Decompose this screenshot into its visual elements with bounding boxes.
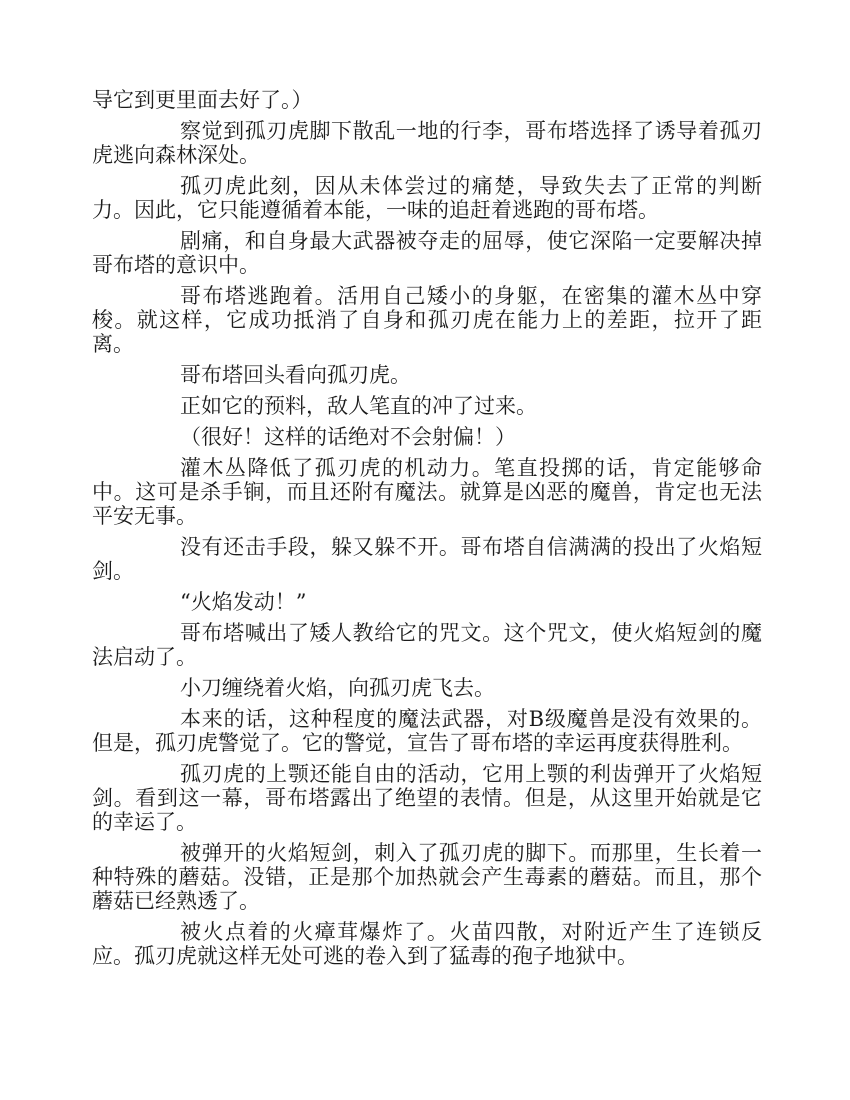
paragraph: 孤刃虎的上颚还能自由的活动，它用上颚的利齿弹开了火焰短剑。看到这一幕，哥布塔露出了绝望的表情。但是，从这里开始就是它的幸运了。 [92, 762, 762, 834]
document-body [92, 88, 762, 975]
paragraph: 哥布塔喊出了矮人教给它的咒文。这个咒文，使火焰短剑的魔法启动了。 [92, 621, 762, 669]
paragraph: 被火点着的火瘴茸爆炸了。火苗四散，对附近产生了连锁反应。孤刃虎就这样无处可逃的卷入到了猛毒的孢子地狱中。 [92, 920, 762, 968]
paragraph: 正如它的预料，敌人笔直的冲了过来。 [180, 394, 537, 418]
paragraph: “火焰发动！” [180, 590, 307, 614]
paragraph: 被弹开的火焰短剑，刺入了孤刃虎的脚下。而那里，生长着一种特殊的蘑菇。没错，正是那个加热就会产生毒素的蘑菇。而且，那个蘑菇已经熟透了。 [92, 841, 762, 913]
paragraph: 孤刃虎此刻，因从未体尝过的痛楚，导致失去了正常的判断力。因此，它只能遵循着本能，一味的追赶着逃跑的哥布塔。 [92, 174, 762, 222]
paragraph: （很好！这样的话绝对不会射偏！） [180, 425, 516, 449]
paragraph: 没有还击手段，躲又躲不开。哥布塔自信满满的投出了火焰短剑。 [92, 535, 762, 583]
paragraph: 哥布塔逃跑着。活用自己矮小的身躯，在密集的灌木丛中穿梭。就这样，它成功抵消了自身和孤刃虎在能力上的差距，拉开了距离。 [92, 284, 762, 356]
paragraph: 灌木丛降低了孤刃虎的机动力。笔直投掷的话，肯定能够命中。这可是杀手锏，而且还附有魔法。就算是凶恶的魔兽，肯定也无法平安无事。 [92, 456, 762, 528]
paragraph: 导它到更里面去好了。） [92, 88, 313, 112]
paragraph: 小刀缠绕着火焰，向孤刃虎飞去。 [180, 676, 495, 700]
paragraph: 剧痛，和自身最大武器被夺走的屈辱，使它深陷一定要解决掉哥布塔的意识中。 [92, 229, 762, 277]
paragraph: 本来的话，这种程度的魔法武器，对B级魔兽是没有效果的。但是，孤刃虎警觉了。它的警觉，宣告了哥布塔的幸运再度获得胜利。 [92, 707, 762, 755]
paragraph: 哥布塔回头看向孤刃虎。 [180, 363, 411, 387]
paragraph: 察觉到孤刃虎脚下散乱一地的行李，哥布塔选择了诱导着孤刃虎逃向森林深处。 [92, 119, 762, 167]
